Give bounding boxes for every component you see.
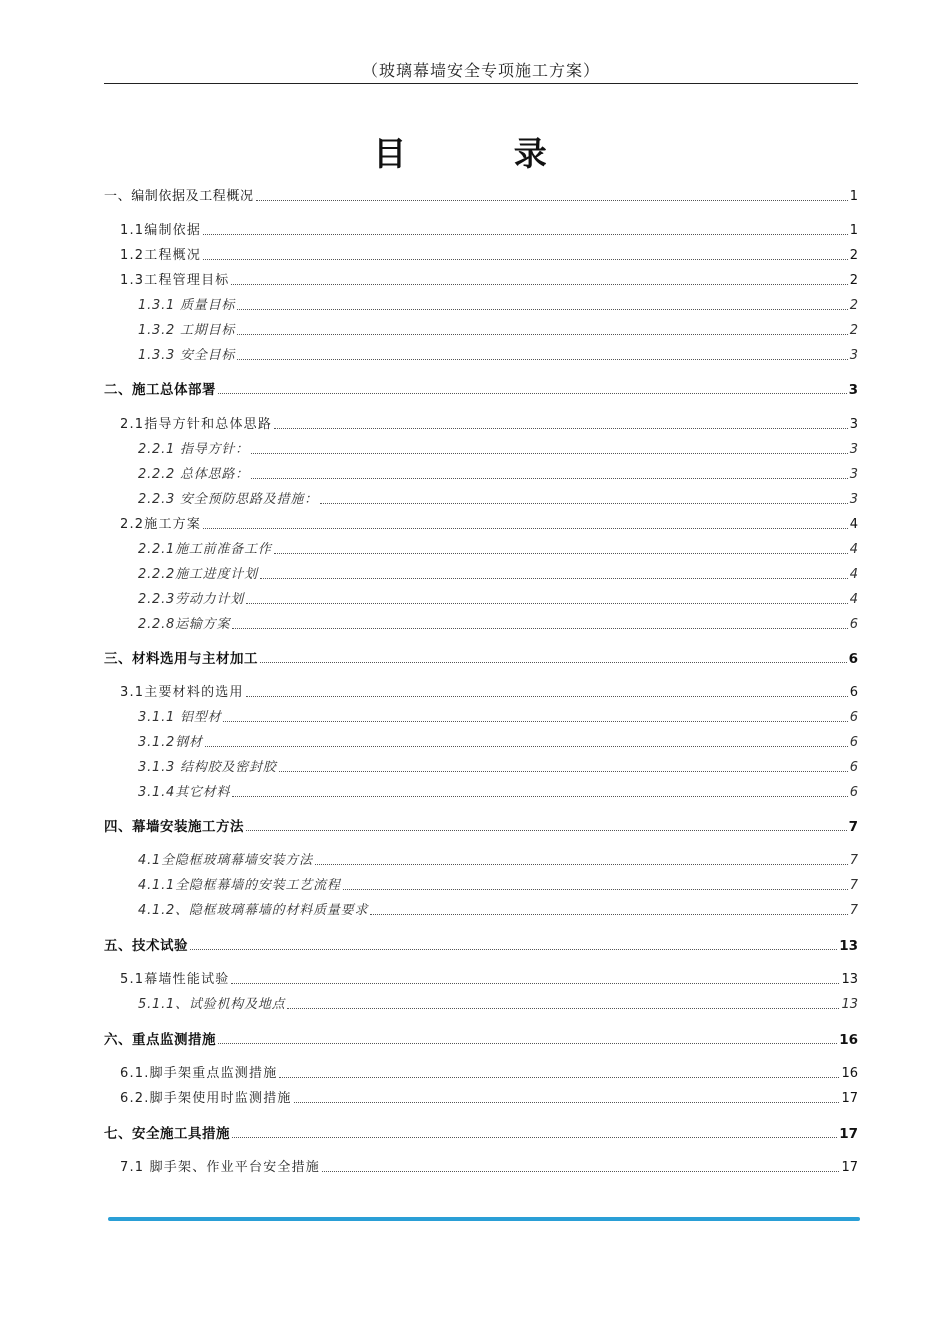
toc-entry-title: 五、技术试验 — [104, 938, 188, 954]
dot-leader — [205, 746, 848, 747]
toc-entry-page: 6 — [849, 785, 858, 800]
toc-entry-title: 4.1.2、隐框玻璃幕墙的材料质量要求 — [138, 903, 369, 918]
toc-entry-title: 2.1指导方针和总体思路 — [120, 417, 273, 432]
dot-leader — [218, 393, 847, 394]
toc-entry-page: 2 — [849, 298, 858, 313]
dot-leader — [260, 578, 848, 579]
toc-entry-page: 6 — [849, 735, 858, 750]
toc-entry-title: 三、材料选用与主材加工 — [104, 651, 258, 667]
toc-entry-page: 7 — [849, 903, 858, 918]
dot-leader — [237, 359, 848, 360]
toc-entry-page: 2 — [849, 273, 858, 288]
dot-leader — [203, 259, 848, 260]
dot-leader — [237, 334, 848, 335]
toc-entry[interactable] — [138, 538, 858, 558]
toc-entry[interactable] — [138, 849, 858, 869]
dot-leader — [370, 914, 847, 915]
dot-leader — [315, 864, 848, 865]
toc-entry-page: 2 — [849, 323, 858, 338]
toc-entry-title: 一、编制依据及工程概况 — [104, 189, 254, 204]
footer-divider — [108, 1217, 860, 1221]
toc-entry-title: 2.2.1施工前准备工作 — [138, 542, 272, 557]
dot-leader — [274, 553, 848, 554]
dot-leader — [231, 983, 839, 984]
toc-entry[interactable] — [138, 781, 858, 801]
toc-entry-page: 16 — [841, 1066, 858, 1081]
toc-entry-title: 2.2.2施工进度计划 — [138, 567, 258, 582]
dot-leader — [260, 662, 847, 663]
dot-leader — [251, 453, 848, 454]
toc-entry-title: 3.1主要材料的选用 — [120, 685, 244, 700]
toc-entry-page: 4 — [849, 542, 858, 557]
toc-entry[interactable] — [138, 319, 858, 339]
toc-entry[interactable] — [104, 1028, 858, 1048]
toc-entry[interactable] — [138, 874, 858, 894]
toc-entry[interactable] — [138, 731, 858, 751]
toc-entry[interactable] — [104, 378, 858, 398]
dot-leader — [251, 478, 848, 479]
toc-entry[interactable] — [138, 613, 858, 633]
toc-entry-title: 1.3.3 安全目标 — [138, 348, 236, 363]
toc-entry[interactable] — [120, 219, 858, 239]
toc-entry[interactable] — [138, 706, 858, 726]
toc-entry[interactable] — [138, 899, 858, 919]
toc-entry-title: 5.1幕墙性能试验 — [120, 972, 230, 987]
toc-entry[interactable] — [104, 647, 858, 667]
dot-leader — [279, 771, 848, 772]
toc-entry[interactable] — [104, 185, 858, 205]
dot-leader — [223, 721, 847, 722]
toc-entry[interactable] — [120, 1087, 858, 1107]
toc-entry-title: 5.1.1、试验机构及地点 — [138, 997, 286, 1012]
toc-entry-page: 4 — [849, 592, 858, 607]
toc-entry-page: 13 — [841, 997, 858, 1012]
dot-leader — [287, 1008, 839, 1009]
dot-leader — [232, 628, 847, 629]
toc-entry-page: 17 — [841, 1160, 858, 1175]
toc-entry-page: 1 — [849, 223, 858, 238]
toc-entry[interactable] — [104, 815, 858, 835]
toc-entry-page: 3 — [848, 382, 858, 398]
toc-entry[interactable] — [120, 1156, 858, 1176]
toc-entry-title: 3.1.1 铝型材 — [138, 710, 222, 725]
toc-entry-title: 四、幕墙安装施工方法 — [104, 819, 244, 835]
toc-entry-title: 2.2.8运输方案 — [138, 617, 231, 632]
toc-entry[interactable] — [138, 756, 858, 776]
running-header: （玻璃幕墙安全专项施工方案） — [361, 61, 600, 80]
toc-entry-page: 3 — [849, 492, 858, 507]
toc-entry-page: 6 — [848, 651, 858, 667]
toc-entry[interactable] — [138, 438, 858, 458]
toc-entry[interactable] — [138, 488, 858, 508]
toc-entry-page: 13 — [841, 972, 858, 987]
toc-entry-title: 7.1 脚手架、作业平台安全措施 — [120, 1160, 321, 1175]
toc-entry[interactable] — [120, 513, 858, 533]
dot-leader — [203, 234, 848, 235]
toc-entry-page: 6 — [849, 760, 858, 775]
toc-entry-page: 7 — [849, 878, 858, 893]
toc-entry-title: 2.2.2 总体思路： — [138, 467, 250, 482]
toc-entry-title: 1.3工程管理目标 — [120, 273, 230, 288]
dot-leader — [232, 1137, 837, 1138]
toc-entry[interactable] — [104, 934, 858, 954]
toc-entry-page: 4 — [849, 517, 858, 532]
toc-entry-title: 3.1.3 结构胶及密封胶 — [138, 760, 277, 775]
toc-entry-page: 7 — [849, 853, 858, 868]
toc-entry-page: 2 — [849, 248, 858, 263]
toc-entry-page: 6 — [849, 617, 858, 632]
toc-entry-title: 3.1.4其它材料 — [138, 785, 231, 800]
dot-leader — [256, 200, 848, 201]
toc-entry-title: 1.3.2 工期目标 — [138, 323, 236, 338]
toc-entry-page: 3 — [849, 442, 858, 457]
toc-entry-title: 4.1全隐框玻璃幕墙安装方法 — [138, 853, 313, 868]
dot-leader — [279, 1077, 839, 1078]
toc-entry-page: 3 — [849, 417, 858, 432]
dot-leader — [322, 1171, 839, 1172]
toc-entry[interactable] — [138, 463, 858, 483]
toc-entry-title: 1.2工程概况 — [120, 248, 202, 263]
toc-entry-title: 七、安全施工具措施 — [104, 1126, 230, 1142]
toc-entry[interactable] — [138, 563, 858, 583]
toc-entry-title: 2.2.3 安全预防思路及措施： — [138, 492, 319, 507]
header-divider — [104, 83, 858, 84]
dot-leader — [231, 284, 847, 285]
toc-entry-title: 6.1.脚手架重点监测措施 — [120, 1066, 278, 1081]
toc-entry-title: 1.1编制依据 — [120, 223, 202, 238]
toc-entry[interactable] — [138, 344, 858, 364]
dot-leader — [203, 528, 848, 529]
toc-entry-page: 17 — [839, 1126, 858, 1142]
dot-leader — [246, 696, 848, 697]
toc-entry-title: 6.2.脚手架使用时监测措施 — [120, 1091, 292, 1106]
dot-leader — [190, 949, 837, 950]
toc-entry[interactable] — [120, 269, 858, 289]
toc-entry-title: 二、施工总体部署 — [104, 382, 216, 398]
toc-entry-title: 2.2.1 指导方针： — [138, 442, 250, 457]
dot-leader — [246, 830, 847, 831]
toc-entry-title: 六、重点监测措施 — [104, 1032, 216, 1048]
toc-entry-title: 2.2施工方案 — [120, 517, 202, 532]
toc-entry[interactable] — [138, 993, 858, 1013]
toc-entry-page: 16 — [839, 1032, 858, 1048]
toc-entry-page: 3 — [849, 467, 858, 482]
toc-entry[interactable] — [120, 968, 858, 988]
toc-entry-page: 4 — [849, 567, 858, 582]
toc-entry-page: 17 — [841, 1091, 858, 1106]
toc-entry-page: 3 — [849, 348, 858, 363]
toc-entry-title: 2.2.3劳动力计划 — [138, 592, 245, 607]
dot-leader — [246, 603, 848, 604]
dot-leader — [232, 796, 847, 797]
dot-leader — [294, 1102, 840, 1103]
toc-entry[interactable] — [120, 413, 858, 433]
toc-entry-page: 6 — [849, 685, 858, 700]
toc-entry[interactable] — [138, 588, 858, 608]
toc-entry[interactable] — [120, 244, 858, 264]
toc-entry-page: 6 — [849, 710, 858, 725]
toc-entry[interactable] — [138, 294, 858, 314]
toc-entry[interactable] — [120, 1062, 858, 1082]
toc-entry-title: 1.3.1 质量目标 — [138, 298, 236, 313]
dot-leader — [320, 503, 848, 504]
toc-entry[interactable] — [104, 1122, 858, 1142]
toc-entry-title: 4.1.1全隐框幕墙的安装工艺流程 — [138, 878, 341, 893]
toc-entry-title: 3.1.2钢材 — [138, 735, 203, 750]
dot-leader — [274, 428, 848, 429]
dot-leader — [343, 889, 848, 890]
page-title: 目 录 — [373, 134, 595, 173]
toc-entry-page: 7 — [848, 819, 858, 835]
toc-entry-page: 1 — [849, 189, 858, 204]
toc-entry-page: 13 — [839, 938, 858, 954]
dot-leader — [237, 309, 848, 310]
toc-entry[interactable] — [120, 681, 858, 701]
dot-leader — [218, 1043, 837, 1044]
